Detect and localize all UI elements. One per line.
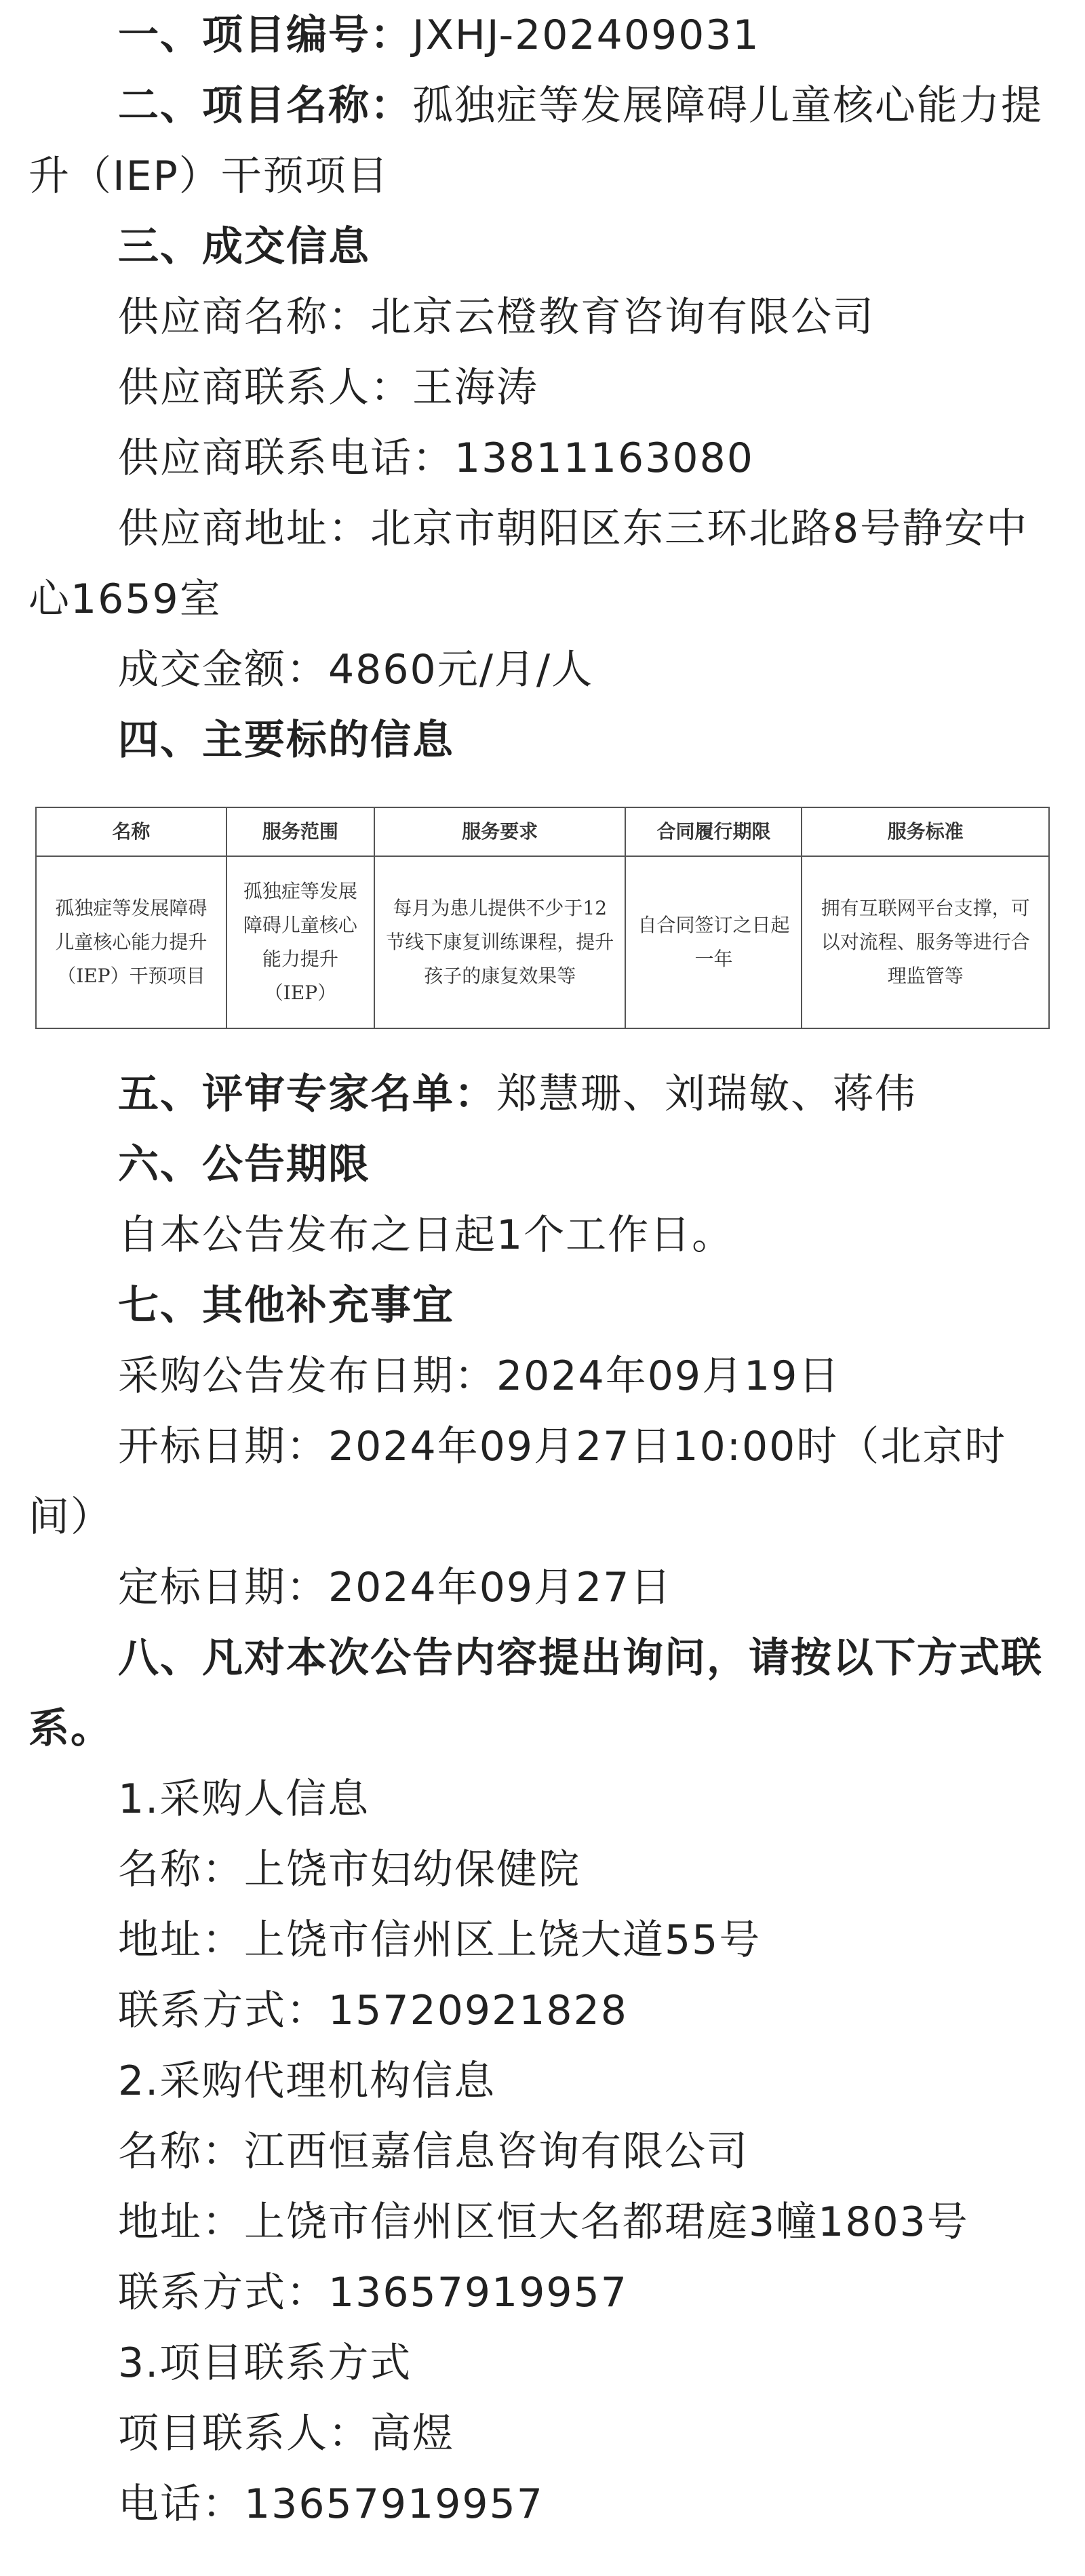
table-header-row	[36, 807, 1049, 856]
paragraph-heading: 五、评审专家名单：	[118, 1070, 496, 1118]
paragraph	[28, 1975, 1057, 2046]
table-cell: 每月为患儿提供不少于12节线下康复训练课程，提升孩子的康复效果等	[374, 856, 626, 1028]
paragraph-text: 项目联系人：高煜	[118, 2410, 454, 2457]
paragraph-heading: 七、其他补充事宜	[118, 1282, 454, 1329]
paragraph	[28, 2328, 1057, 2398]
paragraph	[28, 1552, 1057, 1623]
paragraph-text: JXHJ-202409031	[412, 12, 760, 59]
paragraph-text: 3.项目联系方式	[118, 2339, 412, 2387]
paragraph-text: 供应商联系电话：13811163080	[118, 435, 754, 482]
bottom-section	[28, 1059, 1057, 2539]
paragraph-text: 联系方式：15720921828	[118, 1987, 628, 2034]
paragraph-heading: 三、成交信息	[118, 223, 370, 270]
paragraph	[28, 1411, 1057, 1552]
paragraph-heading: 二、项目名称：	[118, 82, 412, 129]
paragraph-heading: 四、主要标的信息	[118, 717, 454, 764]
paragraph	[28, 282, 1057, 353]
paragraph-text: 孤独症等发展障碍儿童核心能力提升（IEP）干预项目	[28, 82, 1043, 200]
paragraph	[28, 1764, 1057, 1834]
paragraph	[28, 705, 1057, 776]
paragraph	[28, 423, 1057, 494]
table-header-cell: 服务要求	[374, 807, 626, 856]
paragraph-text: 联系方式：13657919957	[118, 2269, 628, 2316]
table-cell: 拥有互联网平台支撑，可以对流程、服务等进行合理监管等	[802, 856, 1049, 1028]
paragraph-text: 供应商地址：北京市朝阳区东三环北路8号静安中心1659室	[28, 505, 1029, 623]
paragraph-heading: 一、项目编号：	[118, 12, 412, 59]
paragraph	[28, 1623, 1057, 1764]
paragraph	[28, 1834, 1057, 1905]
paragraph-heading: 六、公告期限	[118, 1141, 370, 1188]
paragraph	[28, 1129, 1057, 1200]
paragraph	[28, 353, 1057, 423]
table-row	[36, 856, 1049, 1028]
table-cell: 孤独症等发展障碍儿童核心能力提升（IEP）干预项目	[36, 856, 226, 1028]
paragraph-text: 名称：上饶市妇幼保健院	[118, 1846, 580, 1893]
paragraph	[28, 1059, 1057, 1129]
table-header-cell: 名称	[36, 807, 226, 856]
table-cell: 自合同签订之日起一年	[625, 856, 802, 1028]
paragraph	[28, 0, 1057, 71]
paragraph	[28, 1270, 1057, 1341]
paragraph-text: 开标日期：2024年09月27日10:00时（北京时间）	[28, 1423, 1007, 1541]
paragraph	[28, 2469, 1057, 2539]
paragraph	[28, 212, 1057, 282]
paragraph	[28, 635, 1057, 705]
top-section	[28, 0, 1057, 776]
paragraph-text: 电话：13657919957	[118, 2480, 544, 2528]
table-header-cell: 服务范围	[226, 807, 374, 856]
paragraph	[28, 71, 1057, 212]
paragraph	[28, 1341, 1057, 1411]
paragraph	[28, 2116, 1057, 2187]
paragraph-text: 郑慧珊、刘瑞敏、蒋伟	[496, 1070, 917, 1118]
paragraph-text: 地址：上饶市信州区恒大名都珺庭3幢1803号	[118, 2198, 969, 2246]
paragraph	[28, 2187, 1057, 2257]
table-header-cell: 合同履行期限	[625, 807, 802, 856]
table-header-cell: 服务标准	[802, 807, 1049, 856]
paragraph-text: 定标日期：2024年09月27日	[118, 1564, 673, 1611]
paragraph-text: 地址：上饶市信州区上饶大道55号	[118, 1916, 762, 1964]
paragraph	[28, 2257, 1057, 2328]
paragraph-text: 供应商联系人：王海涛	[118, 364, 538, 411]
paragraph-text: 1.采购人信息	[118, 1775, 370, 1823]
subject-info-table	[35, 807, 1050, 1029]
paragraph-heading: 八、凡对本次公告内容提出询问，请按以下方式联系。	[28, 1634, 1043, 1752]
paragraph-text: 采购公告发布日期：2024年09月19日	[118, 1352, 841, 1400]
paragraph	[28, 494, 1057, 635]
paragraph	[28, 1200, 1057, 1270]
paragraph-text: 名称：江西恒嘉信息咨询有限公司	[118, 2128, 749, 2175]
subject-table-wrapper	[35, 807, 1050, 1029]
paragraph-text: 成交金额：4860元/月/人	[118, 646, 594, 693]
paragraph	[28, 2398, 1057, 2469]
paragraph	[28, 1905, 1057, 1975]
paragraph-text: 自本公告发布之日起1个工作日。	[118, 1211, 734, 1259]
paragraph-text: 2.采购代理机构信息	[118, 2057, 496, 2105]
table-cell: 孤独症等发展障碍儿童核心能力提升（IEP）	[226, 856, 374, 1028]
paragraph	[28, 2046, 1057, 2116]
paragraph-text: 供应商名称：北京云橙教育咨询有限公司	[118, 294, 875, 341]
